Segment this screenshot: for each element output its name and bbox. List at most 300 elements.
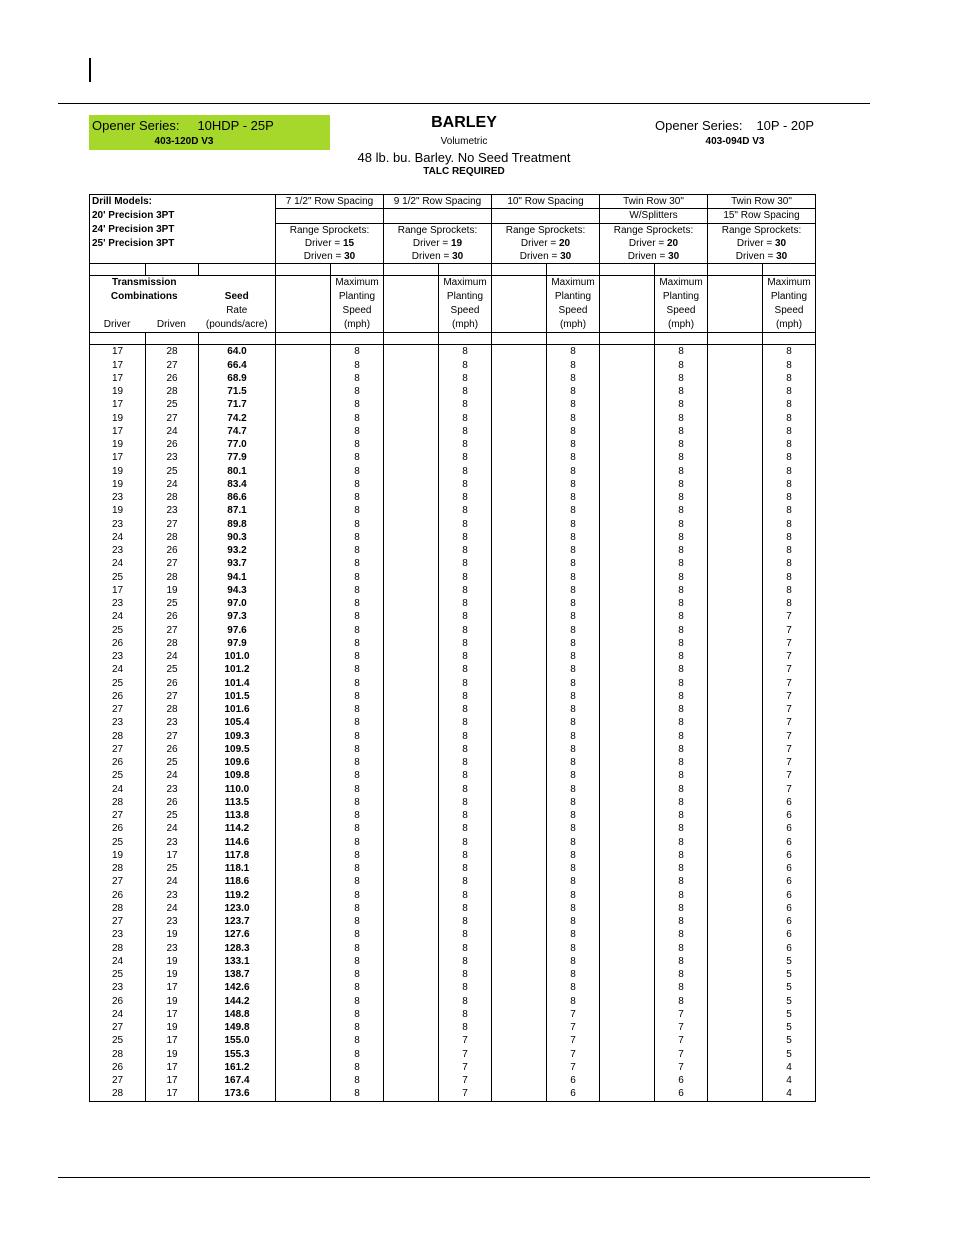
- blank-cell: [492, 875, 547, 888]
- blank-cell: [600, 1087, 655, 1101]
- max-speed-cell: 8: [763, 359, 816, 372]
- driver-cell: 26: [90, 1061, 146, 1074]
- max-speed-cell: 8: [547, 836, 600, 849]
- driven-cell: 28: [146, 571, 199, 584]
- transmission-header: [90, 276, 199, 333]
- blank-cell: [708, 716, 763, 729]
- blank-cell: [708, 915, 763, 928]
- blank-cell: [708, 425, 763, 438]
- spacer-cell: [90, 333, 146, 345]
- driven-cell: 23: [146, 783, 199, 796]
- seed-description: 48 lb. bu. Barley. No Seed Treatment: [357, 150, 571, 165]
- max-speed-cell: 8: [655, 571, 708, 584]
- range-driver-value: 15: [342, 237, 355, 249]
- seed-rate-cell: 144.2: [199, 995, 276, 1008]
- driver-cell: 28: [90, 1048, 146, 1061]
- max-speed-cell: 7: [763, 650, 816, 663]
- max-speed-cell: 7: [763, 677, 816, 690]
- max-speed-cell: 8: [655, 438, 708, 451]
- max-speed-cell: 8: [547, 915, 600, 928]
- max-speed-cell: 8: [655, 345, 708, 359]
- spacing-subtitle: 15" Row Spacing: [708, 209, 816, 223]
- spacer-cell: [276, 333, 331, 345]
- max-speed-cell: 6: [763, 836, 816, 849]
- max-speed-cell: 8: [655, 677, 708, 690]
- blank-cell: [492, 902, 547, 915]
- seed-rate-cell: 155.3: [199, 1048, 276, 1061]
- max-speed-cell: 8: [655, 862, 708, 875]
- blank-cell: [708, 610, 763, 623]
- blank-cell: [708, 451, 763, 464]
- blank-cell: [276, 875, 331, 888]
- blank-cell: [276, 783, 331, 796]
- blank-cell: [600, 425, 655, 438]
- opener-right-model: 403-094D V3: [705, 136, 765, 147]
- max-speed-cell: 7: [763, 730, 816, 743]
- driven-cell: 25: [146, 663, 199, 676]
- driver-cell: 25: [90, 1034, 146, 1047]
- max-speed-cell: 8: [331, 756, 384, 769]
- max-speed-cell: 5: [763, 1008, 816, 1021]
- max-speed-cell: 8: [547, 610, 600, 623]
- blank-cell: [384, 981, 439, 994]
- spacer-cell: [492, 333, 547, 345]
- driven-cell: 25: [146, 809, 199, 822]
- table-row: [90, 677, 816, 690]
- blank-cell: [708, 663, 763, 676]
- bottom-rule: [58, 1177, 870, 1178]
- blank-cell: [276, 1074, 331, 1087]
- seed-rate-cell: 101.6: [199, 703, 276, 716]
- blank-cell: [276, 650, 331, 663]
- table-row: [90, 809, 816, 822]
- blank-cell: [600, 743, 655, 756]
- blank-cell: [492, 889, 547, 902]
- blank-cell: [492, 981, 547, 994]
- max-speed-cell: 8: [439, 345, 492, 359]
- driver-cell: 26: [90, 822, 146, 835]
- max-speed-cell: 7: [547, 1021, 600, 1034]
- max-speed-cell: 8: [439, 531, 492, 544]
- max-speed-cell: 8: [439, 889, 492, 902]
- spacer-cell: [384, 333, 439, 345]
- column-header-row: [90, 276, 816, 333]
- driver-cell: 19: [90, 465, 146, 478]
- seed-rate-cell: 94.1: [199, 571, 276, 584]
- blank-cell: [276, 1008, 331, 1021]
- seed-rate-cell: 77.0: [199, 438, 276, 451]
- blank-cell: [600, 610, 655, 623]
- max-speed-cell: 8: [763, 518, 816, 531]
- blank-cell: [276, 716, 331, 729]
- table-row: [90, 955, 816, 968]
- max-speed-cell: 8: [331, 690, 384, 703]
- blank-cell: [708, 955, 763, 968]
- blank-cell: [600, 385, 655, 398]
- opener-left-label: Opener Series:: [92, 118, 180, 133]
- max-speed-line: Maximum: [443, 277, 487, 289]
- blank-cell: [492, 637, 547, 650]
- driven-cell: 25: [146, 465, 199, 478]
- blank-cell: [492, 1008, 547, 1021]
- table-row: [90, 769, 816, 782]
- max-speed-cell: 8: [547, 504, 600, 517]
- max-speed-cell: 8: [547, 690, 600, 703]
- blank-cell: [276, 902, 331, 915]
- table-row: [90, 875, 816, 888]
- max-speed-cell: 4: [763, 1087, 816, 1101]
- max-speed-cell: 7: [547, 1034, 600, 1047]
- max-speed-cell: 8: [331, 412, 384, 425]
- driver-cell: 26: [90, 637, 146, 650]
- max-speed-cell: 6: [763, 875, 816, 888]
- blank-cell: [492, 743, 547, 756]
- max-speed-cell: 8: [331, 438, 384, 451]
- driver-cell: 25: [90, 836, 146, 849]
- blank-cell: [384, 557, 439, 570]
- table-row: [90, 584, 816, 597]
- driver-cell: 24: [90, 610, 146, 623]
- spacer-cell: [655, 264, 708, 276]
- max-speed-cell: 8: [331, 650, 384, 663]
- driver-cell: 23: [90, 518, 146, 531]
- blank-cell: [492, 345, 547, 359]
- max-speed-cell: 8: [655, 902, 708, 915]
- blank-cell: [708, 624, 763, 637]
- max-speed-cell: 8: [331, 703, 384, 716]
- seed-rate-cell: 113.8: [199, 809, 276, 822]
- blank-cell: [492, 995, 547, 1008]
- driven-cell: 27: [146, 359, 199, 372]
- seed-rate-cell: 148.8: [199, 1008, 276, 1021]
- max-speed-cell: 8: [547, 650, 600, 663]
- blank-cell: [708, 544, 763, 557]
- max-speed-cell: 8: [331, 928, 384, 941]
- table-row: [90, 557, 816, 570]
- max-speed-cell: 5: [763, 1034, 816, 1047]
- max-speed-cell: 8: [439, 491, 492, 504]
- max-speed-cell: 8: [547, 531, 600, 544]
- blank-cell: [708, 465, 763, 478]
- max-speed-cell: 8: [763, 372, 816, 385]
- blank-cell: [276, 412, 331, 425]
- max-speed-cell: 8: [547, 491, 600, 504]
- max-speed-cell: 8: [655, 663, 708, 676]
- driven-cell: 23: [146, 889, 199, 902]
- blank-cell: [708, 412, 763, 425]
- max-speed-cell: 8: [763, 584, 816, 597]
- table-row: [90, 1048, 816, 1061]
- max-speed-cell: 8: [439, 690, 492, 703]
- max-speed-cell: 8: [331, 465, 384, 478]
- max-speed-cell: 8: [547, 478, 600, 491]
- spacer-cell: [146, 333, 199, 345]
- blank-cell: [276, 1061, 331, 1074]
- seed-rate-cell: 101.5: [199, 690, 276, 703]
- blank-cell: [492, 783, 547, 796]
- max-speed-cell: 8: [655, 743, 708, 756]
- blank-cell: [600, 849, 655, 862]
- seed-rate-cell: 101.0: [199, 650, 276, 663]
- spacing-subtitle: W/Splitters: [600, 209, 708, 223]
- blank-cell: [600, 624, 655, 637]
- opener-left-model: 403-120D V3: [154, 136, 214, 147]
- seed-rate-cell: 97.3: [199, 610, 276, 623]
- driven-cell: 27: [146, 730, 199, 743]
- max-speed-cell: 8: [547, 703, 600, 716]
- blank-cell: [276, 862, 331, 875]
- max-speed-cell: 8: [331, 942, 384, 955]
- seed-rate-cell: 93.7: [199, 557, 276, 570]
- table-row: [90, 1034, 816, 1047]
- table-row: [90, 597, 816, 610]
- max-speed-line: (mph): [559, 319, 587, 331]
- spacing-title: 9 1/2" Row Spacing: [384, 195, 492, 209]
- blank-cell: [708, 677, 763, 690]
- driven-cell: 23: [146, 915, 199, 928]
- max-speed-cell: 6: [763, 862, 816, 875]
- max-speed-cell: 8: [331, 875, 384, 888]
- blank-cell: [600, 1008, 655, 1021]
- max-speed-line: Maximum: [767, 277, 811, 289]
- driver-driven-labels: [90, 318, 199, 331]
- blank-cell: [384, 1087, 439, 1101]
- max-speed-cell: 8: [439, 438, 492, 451]
- seed-rate-cell: 97.0: [199, 597, 276, 610]
- max-speed-cell: 8: [331, 398, 384, 411]
- blank-cell: [276, 942, 331, 955]
- driven-cell: 26: [146, 677, 199, 690]
- driven-cell: 24: [146, 822, 199, 835]
- blank-cell: [384, 1021, 439, 1034]
- max-speed-cell: 8: [547, 730, 600, 743]
- blank-cell: [492, 544, 547, 557]
- blank-cell: [600, 398, 655, 411]
- blank-cell: [492, 1087, 547, 1101]
- driver-cell: 28: [90, 942, 146, 955]
- table-row: [90, 504, 816, 517]
- blank-cell: [600, 836, 655, 849]
- driven-cell: 17: [146, 1087, 199, 1101]
- blank-cell: [708, 1008, 763, 1021]
- blank-cell: [600, 438, 655, 451]
- blank-cell: [492, 425, 547, 438]
- spacer-cell: [492, 264, 547, 276]
- max-speed-cell: 8: [439, 703, 492, 716]
- max-speed-cell: 8: [439, 1021, 492, 1034]
- max-speed-cell: 8: [763, 465, 816, 478]
- seed-rate-cell: 74.2: [199, 412, 276, 425]
- max-speed-cell: 8: [547, 995, 600, 1008]
- spacer-cell: [763, 333, 816, 345]
- max-speed-cell: 8: [547, 637, 600, 650]
- drill-model-line: 25' Precision 3PT: [92, 238, 175, 249]
- blank-cell: [492, 518, 547, 531]
- blank-cell: [708, 385, 763, 398]
- driven-cell: 25: [146, 862, 199, 875]
- table-row: [90, 981, 816, 994]
- max-speed-cell: 8: [439, 955, 492, 968]
- blank-cell: [384, 518, 439, 531]
- max-speed-cell: 8: [439, 544, 492, 557]
- blank-cell: [384, 465, 439, 478]
- max-speed-cell: 6: [763, 942, 816, 955]
- driver-cell: 19: [90, 438, 146, 451]
- max-speed-cell: 8: [439, 584, 492, 597]
- max-speed-cell: 8: [439, 465, 492, 478]
- table-row: [90, 451, 816, 464]
- max-speed-cell: 7: [439, 1087, 492, 1101]
- max-speed-cell: 6: [763, 809, 816, 822]
- seed-rate-line: (pounds/acre): [205, 319, 268, 331]
- blank-cell: [600, 769, 655, 782]
- blank-cell: [276, 1087, 331, 1101]
- max-speed-cell: 8: [547, 571, 600, 584]
- max-speed-cell: 8: [655, 995, 708, 1008]
- seed-rate-cell: 117.8: [199, 849, 276, 862]
- max-speed-cell: 8: [547, 412, 600, 425]
- max-speed-cell: 8: [547, 743, 600, 756]
- max-speed-cell: 8: [331, 915, 384, 928]
- driven-cell: 27: [146, 690, 199, 703]
- driven-cell: 28: [146, 637, 199, 650]
- driver-cell: 23: [90, 491, 146, 504]
- blank-cell: [708, 637, 763, 650]
- seed-rate-cell: 71.5: [199, 385, 276, 398]
- max-speed-cell: 8: [439, 650, 492, 663]
- seed-rate-cell: 80.1: [199, 465, 276, 478]
- blank-cell: [276, 822, 331, 835]
- blank-cell: [600, 491, 655, 504]
- blank-cell: [384, 690, 439, 703]
- blank-cell: [492, 955, 547, 968]
- max-speed-cell: 8: [655, 981, 708, 994]
- driver-cell: 28: [90, 1087, 146, 1101]
- max-speed-cell: 8: [331, 1021, 384, 1034]
- blank-cell: [708, 1074, 763, 1087]
- blank-cell: [276, 981, 331, 994]
- blank-cell: [384, 769, 439, 782]
- max-speed-cell: 8: [331, 425, 384, 438]
- max-speed-cell: 8: [655, 968, 708, 981]
- max-speed-cell: 8: [331, 1034, 384, 1047]
- blank-cell: [600, 955, 655, 968]
- max-speed-cell: 8: [331, 730, 384, 743]
- driver-cell: 24: [90, 557, 146, 570]
- blank-cell: [708, 571, 763, 584]
- blank-cell: [492, 385, 547, 398]
- driven-cell: 24: [146, 769, 199, 782]
- seed-rate-cell: 83.4: [199, 478, 276, 491]
- blank-cell: [384, 902, 439, 915]
- max-speed-cell: 7: [763, 690, 816, 703]
- driven-cell: 27: [146, 557, 199, 570]
- blank-cell: [708, 1021, 763, 1034]
- range-driver-value: 30: [774, 237, 787, 249]
- spacer-cell: [708, 264, 763, 276]
- max-speed-cell: 8: [439, 809, 492, 822]
- max-speed-cell: 7: [655, 1034, 708, 1047]
- driver-cell: 17: [90, 425, 146, 438]
- max-speed-cell: 8: [331, 995, 384, 1008]
- blank-cell: [276, 730, 331, 743]
- blank-cell: [708, 809, 763, 822]
- max-speed-cell: 8: [439, 769, 492, 782]
- driven-cell: 28: [146, 491, 199, 504]
- blank-cell: [384, 915, 439, 928]
- blank-cell: [600, 915, 655, 928]
- driver-cell: 24: [90, 531, 146, 544]
- blank-header-cell: [492, 276, 547, 333]
- opener-right-label: Opener Series:: [655, 118, 743, 133]
- max-speed-cell: 8: [547, 942, 600, 955]
- driven-cell: 26: [146, 610, 199, 623]
- blank-cell: [276, 756, 331, 769]
- spacer-cell: [90, 264, 146, 276]
- max-speed-cell: 8: [655, 557, 708, 570]
- blank-cell: [276, 531, 331, 544]
- blank-cell: [492, 491, 547, 504]
- table-row: [90, 928, 816, 941]
- table-row: [90, 1021, 816, 1034]
- driver-cell: 28: [90, 730, 146, 743]
- table-row: [90, 438, 816, 451]
- blank-cell: [492, 1048, 547, 1061]
- spacer-row: [90, 264, 816, 276]
- driven-cell: 17: [146, 849, 199, 862]
- blank-cell: [276, 968, 331, 981]
- max-speed-cell: 8: [655, 398, 708, 411]
- max-speed-cell: 8: [331, 1087, 384, 1101]
- max-speed-cell: 8: [331, 359, 384, 372]
- seed-rate-cell: 123.7: [199, 915, 276, 928]
- blank-cell: [276, 438, 331, 451]
- blank-cell: [492, 730, 547, 743]
- spacer-cell: [708, 333, 763, 345]
- header-row: [90, 195, 816, 209]
- spacing-title: Twin Row 30": [600, 195, 708, 209]
- max-speed-cell: 8: [331, 902, 384, 915]
- blank-cell: [492, 716, 547, 729]
- max-speed-cell: 8: [331, 544, 384, 557]
- blank-cell: [276, 544, 331, 557]
- max-speed-cell: 8: [655, 385, 708, 398]
- combinations-label: Combinations: [110, 291, 178, 303]
- blank-cell: [384, 862, 439, 875]
- blank-cell: [276, 663, 331, 676]
- driver-cell: 23: [90, 928, 146, 941]
- max-speed-cell: 7: [439, 1061, 492, 1074]
- max-speed-cell: 8: [439, 624, 492, 637]
- blank-cell: [276, 703, 331, 716]
- max-speed-cell: 8: [547, 385, 600, 398]
- driver-cell: 25: [90, 677, 146, 690]
- max-speed-cell: 8: [331, 783, 384, 796]
- blank-cell: [492, 451, 547, 464]
- max-speed-cell: 8: [547, 518, 600, 531]
- blank-cell: [492, 398, 547, 411]
- max-speed-cell: 8: [439, 981, 492, 994]
- blank-cell: [600, 571, 655, 584]
- blank-cell: [276, 796, 331, 809]
- blank-cell: [384, 624, 439, 637]
- blank-cell: [492, 928, 547, 941]
- max-speed-cell: 8: [655, 836, 708, 849]
- max-speed-cell: 8: [547, 372, 600, 385]
- table-row: [90, 796, 816, 809]
- driver-cell: 26: [90, 756, 146, 769]
- blank-cell: [276, 849, 331, 862]
